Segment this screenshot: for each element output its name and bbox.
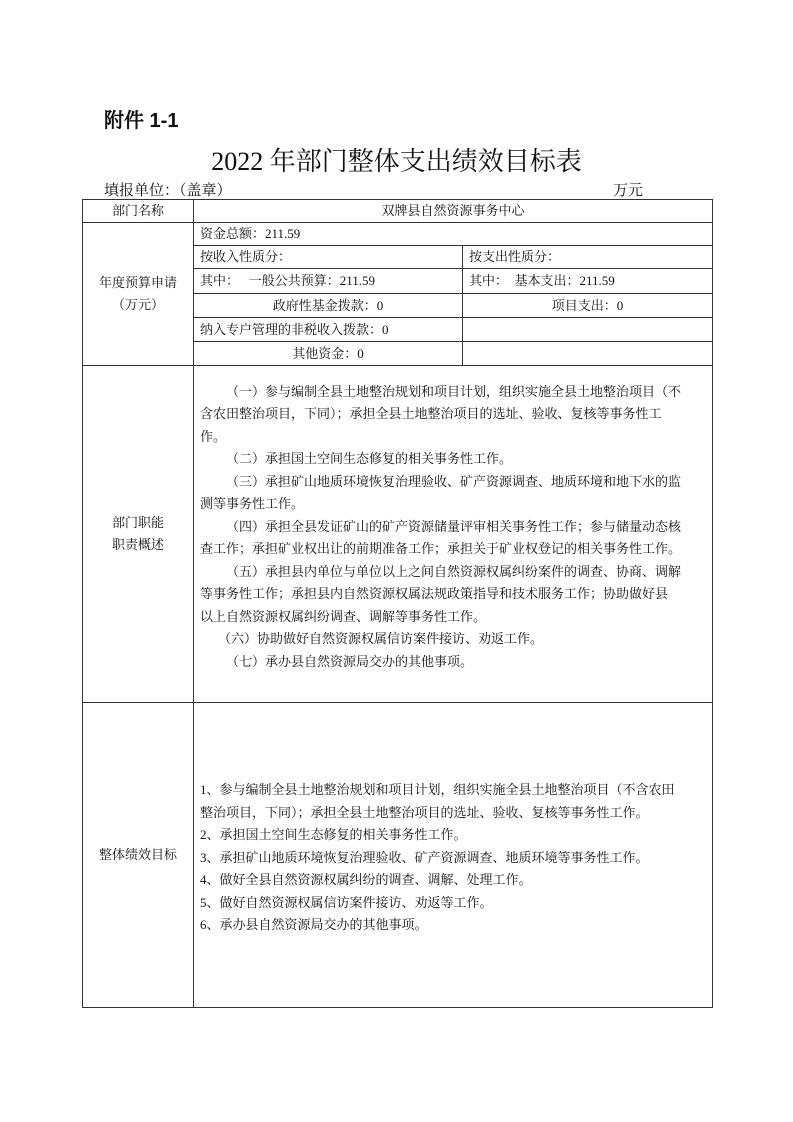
empty-cell: [463, 318, 713, 342]
general-budget: 其中： 一般公共预算：211.59: [194, 269, 463, 294]
goal-line: 2、承担国土空间生态修复的相关事务性工作。: [200, 827, 467, 843]
duty-line: 测等事务性工作。: [200, 496, 305, 512]
duty-line: （五）承担县内单位与单位以上之间自然资源权属纠纷案件的调查、协商、调解: [226, 563, 682, 579]
dept-row: [83, 200, 713, 223]
nontax-income: 纳入专户管理的非税收入拨款：0: [194, 318, 463, 342]
duty-line: （六）协助做好自然资源权属信访案件接访、劝返工作。: [218, 631, 544, 647]
gov-fund: 政府性基金拨款：0: [194, 294, 463, 318]
duties-content: [194, 366, 713, 703]
duties-label: [83, 366, 194, 703]
dept-label: 部门名称: [83, 200, 194, 223]
goal-line: 5、做好自然资源权属信访案件接访、劝返等工作。: [200, 894, 493, 910]
goals-content: [194, 703, 713, 1008]
duty-line: 作。: [200, 428, 227, 444]
budget-label: [83, 223, 194, 366]
goal-line: 整治项目，下同）；承担全县土地整治项目的选址、验收、复核等事务性工作。: [200, 804, 649, 820]
duty-line: 等事务性工作；承担县内自然资源权属法规政策指导和技术服务工作；协助做好县: [200, 586, 669, 602]
project-expense: 项目支出：0: [463, 294, 713, 318]
fill-unit-label: 填报单位：（盖章）: [104, 183, 232, 199]
duty-line: （一）参与编制全县土地整治规划和项目计划，组织实施全县土地整治项目（不: [226, 383, 682, 399]
duty-line: 以上自然资源权属纠纷调查、调解等事务性工作。: [200, 608, 487, 624]
goal-line: 4、做好全县自然资源权属纠纷的调查、调解、处理工作。: [200, 872, 532, 888]
budget-label-line: 年度预算申请: [98, 275, 177, 290]
basic-expense: 其中： 基本支出：211.59: [463, 269, 713, 294]
duty-line: （四）承担全县发证矿山的矿产资源储量评审相关事务性工作；参与储量动态核: [226, 518, 682, 534]
duty-line: （三）承担矿山地质环境恢复治理验收、矿产资源调查、地质环境和地下水的监: [226, 473, 682, 489]
performance-table: [82, 199, 713, 1008]
empty-cell: [463, 342, 713, 366]
goal-line: 1、参与编制全县土地整治规划和项目计划，组织实施全县土地整治项目（不含农田: [200, 782, 675, 798]
total-funds: 资金总额：211.59: [194, 223, 713, 246]
dept-name: 双牌县自然资源事务中心: [194, 200, 713, 223]
budget-label-line: （万元）: [111, 297, 164, 312]
goal-line: 3、承担矿山地质环境恢复治理验收、矿产资源调查、地质环境等事务性工作。: [200, 849, 649, 865]
goal-line: 6、承办县自然资源局交办的其他事项。: [200, 917, 428, 933]
goals-label: 整体绩效目标: [83, 703, 194, 1008]
duty-line: （七）承办县自然资源局交办的其他事项。: [226, 653, 474, 669]
duties-label-line: 部门职能: [111, 515, 164, 530]
attachment-label: 附件 1-1: [104, 110, 179, 132]
duty-line: 查工作；承担矿业权出让的前期准备工作；承担关于矿业权登记的相关事务性工作。: [200, 541, 682, 557]
duty-line: 含农田整治项目，下同）；承担全县土地整治项目的选址、验收、复核等事务性工: [200, 406, 662, 422]
other-funds: 其他资金：0: [194, 342, 463, 366]
currency-unit-label: 万元: [613, 183, 644, 199]
duties-label-line: 职责概述: [111, 537, 164, 552]
duty-line: （二）承担国土空间生态修复的相关事务性工作。: [226, 451, 513, 467]
by-expense-header: 按支出性质分：: [463, 246, 713, 269]
by-income-header: 按收入性质分：: [194, 246, 463, 269]
page-title: 2022 年部门整体支出绩效目标表: [211, 147, 582, 176]
